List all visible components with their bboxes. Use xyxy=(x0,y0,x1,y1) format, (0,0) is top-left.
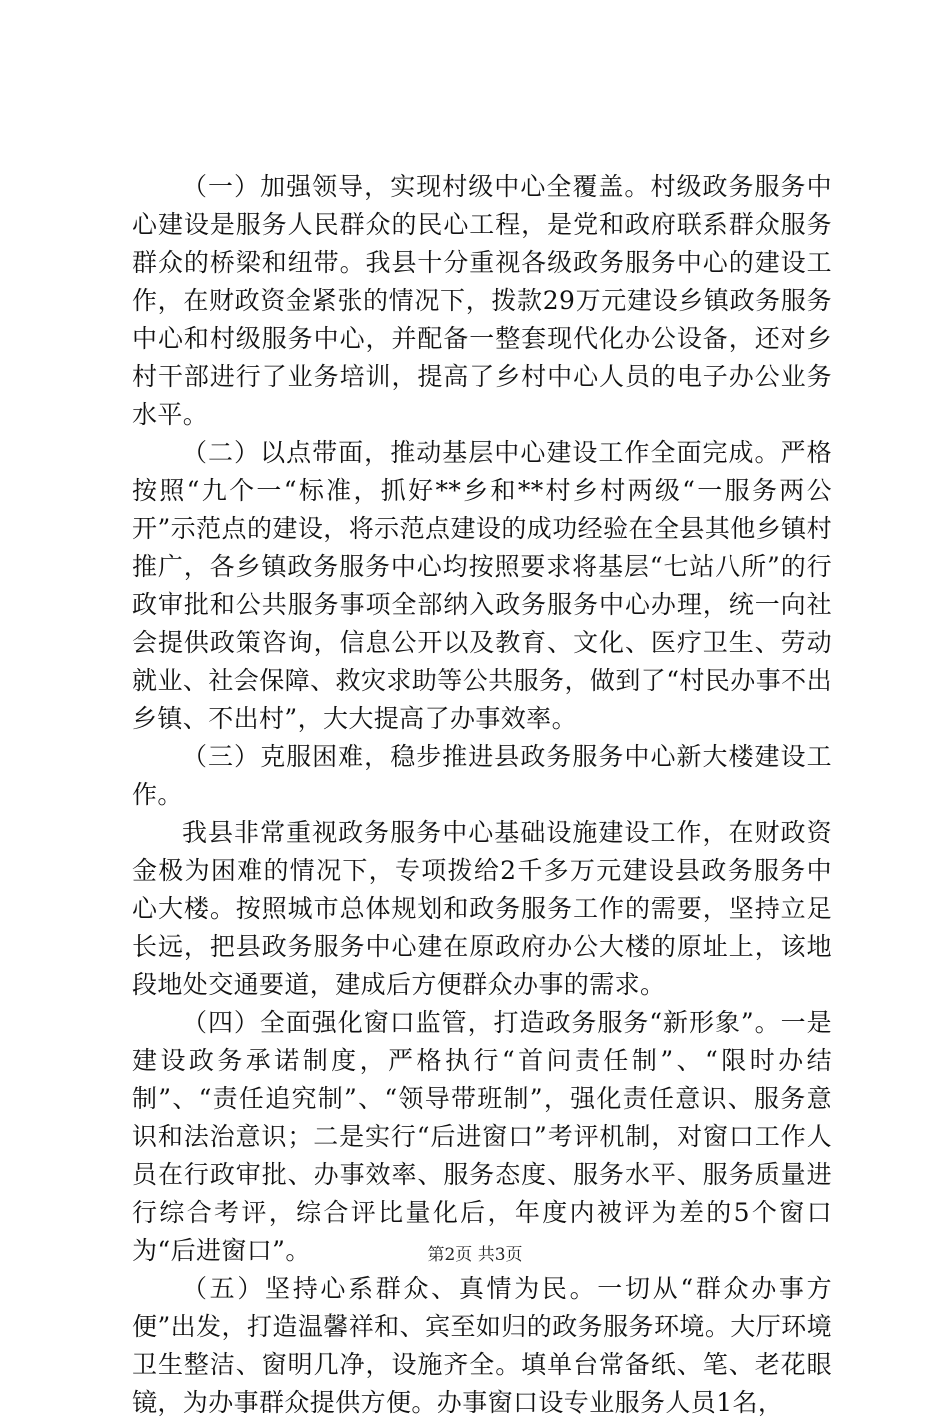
paragraph-5: （四）全面强化窗口监管，打造政务服务“新形象”。一是建设政务承诺制度，严格执行“首问责任制”、“限时办结制”、“责任追究制”、“领导带班制”，强化责任意识、服务意识和法治意识；二是实行“后进窗口”考评机制，对窗口工作人员在行政审批、办事效率、服务态度、服务水平、服务质量进行综合考评，综合评比量化后，年度内被评为差的5个窗口为“后进窗口”。 xyxy=(132,1008,832,1265)
paragraph-6: （五）坚持心系群众、真情为民。一切从“群众办事方便”出发，打造温馨祥和、宾至如归的政务服务环境。大厅环境卫生整洁、窗明几净，设施齐全。填单台常备纸、笔、老花眼镜，为办事群众提供方便。办事窗口设专业服务人员1名， xyxy=(132,1274,832,1417)
paragraph-2: （二）以点带面，推动基层中心建设工作全面完成。严格按照“九个一“标准，抓好**乡和**村乡村两级“一服务两公开”示范点的建设，将示范点建设的成功经验在全县其他乡镇村推广，各乡镇政务服务中心均按照要求将基层“七站八所”的行政审批和公共服务事项全部纳入政务服务中心办理，统一向社会提供政策咨询，信息公开以及教育、文化、医疗卫生、劳动就业、社会保障、救灾求助等公共服务，做到了“村民办事不出乡镇、不出村”，大大提高了办事效率。 xyxy=(132,438,832,733)
paragraph-3: （三）克服困难，稳步推进县政务服务中心新大楼建设工作。 xyxy=(132,742,832,809)
paragraph-1: （一）加强领导，实现村级中心全覆盖。村级政务服务中心建设是服务人民群众的民心工程，是党和政府联系群众服务群众的桥梁和纽带。我县十分重视各级政务服务中心的建设工作，在财政资金紧张的情况下，拨款29万元建设乡镇政务服务中心和村级服务中心，并配备一整套现代化办公设备，还对乡村干部进行了业务培训，提高了乡村中心人员的电子办公业务水平。 xyxy=(132,172,832,429)
document-body xyxy=(132,168,832,1422)
page-footer: 第2页 共3页 xyxy=(427,1245,523,1265)
paragraph-4: 我县非常重视政务服务中心基础设施建设工作，在财政资金极为困难的情况下，专项拨给2千多万元建设县政务服务中心大楼。按照城市总体规划和政务服务工作的需要，坚持立足长远，把县政务服务中心建在原政府办公大楼的原址上，该地段地处交通要道，建成后方便群众办事的需求。 xyxy=(132,818,832,999)
